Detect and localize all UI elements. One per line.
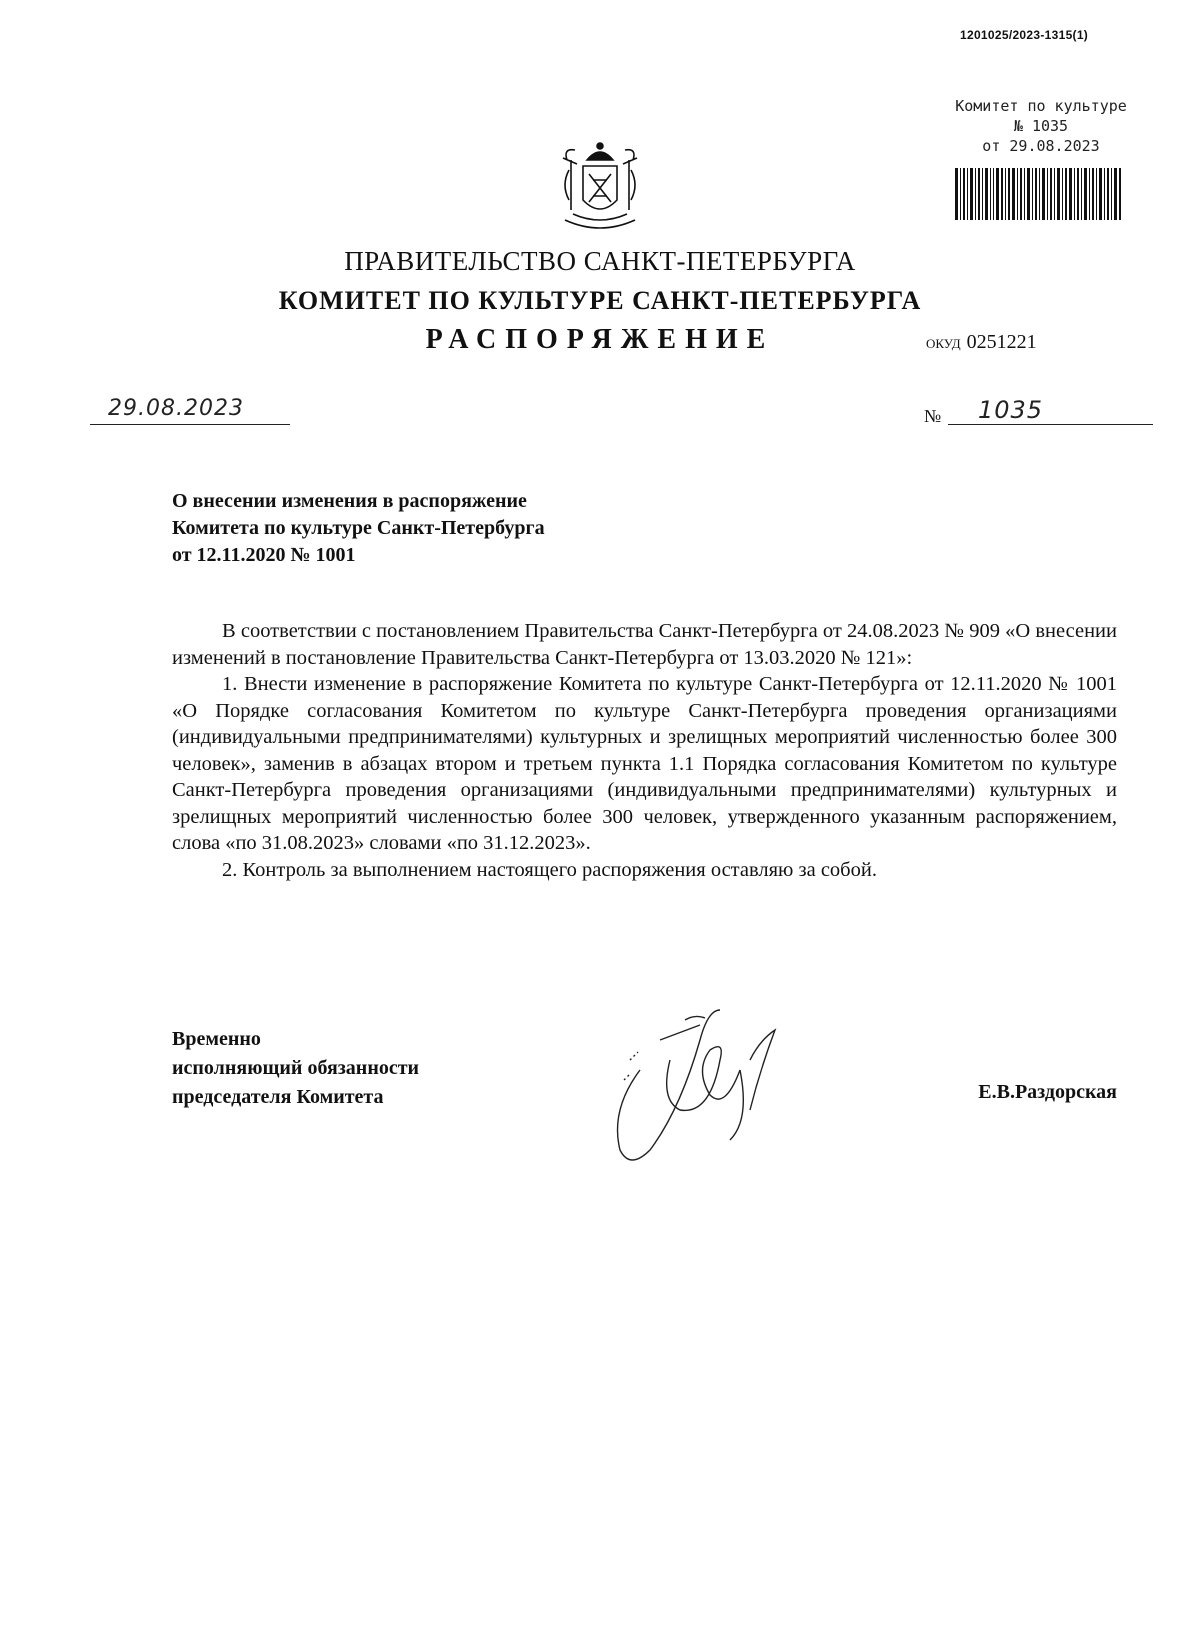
body-item-2: 2. Контроль за выполнением настоящего распоряжения оставляю за собой. [222, 858, 877, 881]
government-title: ПРАВИТЕЛЬСТВО САНКТ-ПЕТЕРБУРГА [344, 246, 856, 276]
document-number: 1035 [978, 396, 1044, 424]
coat-of-arms-icon [555, 140, 645, 236]
barcode-icon [955, 168, 1123, 220]
date-underline [90, 424, 290, 425]
stamp-date: от 29.08.2023 [982, 137, 1100, 155]
body-item-1: 1. Внести изменение в распоряжение Комитета по культуре Санкт-Петербурга от 12.11.2020 № 1001 «О Порядке согласования Комитетом по культуре Санкт-Петербурга проведения организациями (индивидуальными предпринимателями) культурных и зрелищных мероприятий численностью более 300 человек», заменив в абзацах втором и третьем пункта 1.1 Порядка согласования Комитетом по культуре Санкт-Петербурга проведения организациями (индивидуальными предпринимателями) культурных и зрелищных мероприятий численностью более 300 человек, утвержденного указанным распоряжением, слова «по 31.08.2023» словами «по 31.12.2023». [172, 673, 1117, 854]
registration-stamp [946, 96, 1136, 156]
handwritten-signature [600, 1000, 830, 1180]
number-label: № [924, 406, 942, 426]
role-line: председателя Комитета [172, 1086, 384, 1108]
document-type-title: РАСПОРЯЖЕНИЕ [425, 324, 775, 355]
stamp-org: Комитет по культуре [955, 97, 1127, 115]
signatory-name: Е.В.Раздорская [978, 1081, 1117, 1103]
subject-line: О внесении изменения в распоряжение [172, 490, 527, 512]
okud-value: 0251221 [966, 331, 1037, 353]
committee-title: КОМИТЕТ ПО КУЛЬТУРЕ САНКТ-ПЕТЕРБУРГА [278, 286, 922, 315]
document-body [172, 618, 1117, 883]
role-line: исполняющий обязанности [172, 1057, 420, 1079]
body-preamble: В соответствии с постановлением Правительства Санкт-Петербурга от 24.08.2023 № 909 «О внесении изменений в постановление Правительства Санкт-Петербурга от 13.03.2020 № 121»: [172, 620, 1117, 669]
document-subject [172, 488, 545, 569]
subject-line: от 12.11.2020 № 1001 [172, 544, 356, 566]
role-line: Временно [172, 1028, 261, 1050]
okud-label: ОКУД [926, 336, 961, 351]
number-underline [948, 424, 1153, 425]
okud-code [926, 331, 1037, 354]
registration-id: 1201025/2023-1315(1) [960, 28, 1089, 42]
subject-line: Комитета по культуре Санкт-Петербурга [172, 517, 545, 539]
document-date: 29.08.2023 [108, 396, 244, 421]
stamp-number: № 1035 [1013, 117, 1069, 135]
signatory-role [172, 1025, 419, 1112]
